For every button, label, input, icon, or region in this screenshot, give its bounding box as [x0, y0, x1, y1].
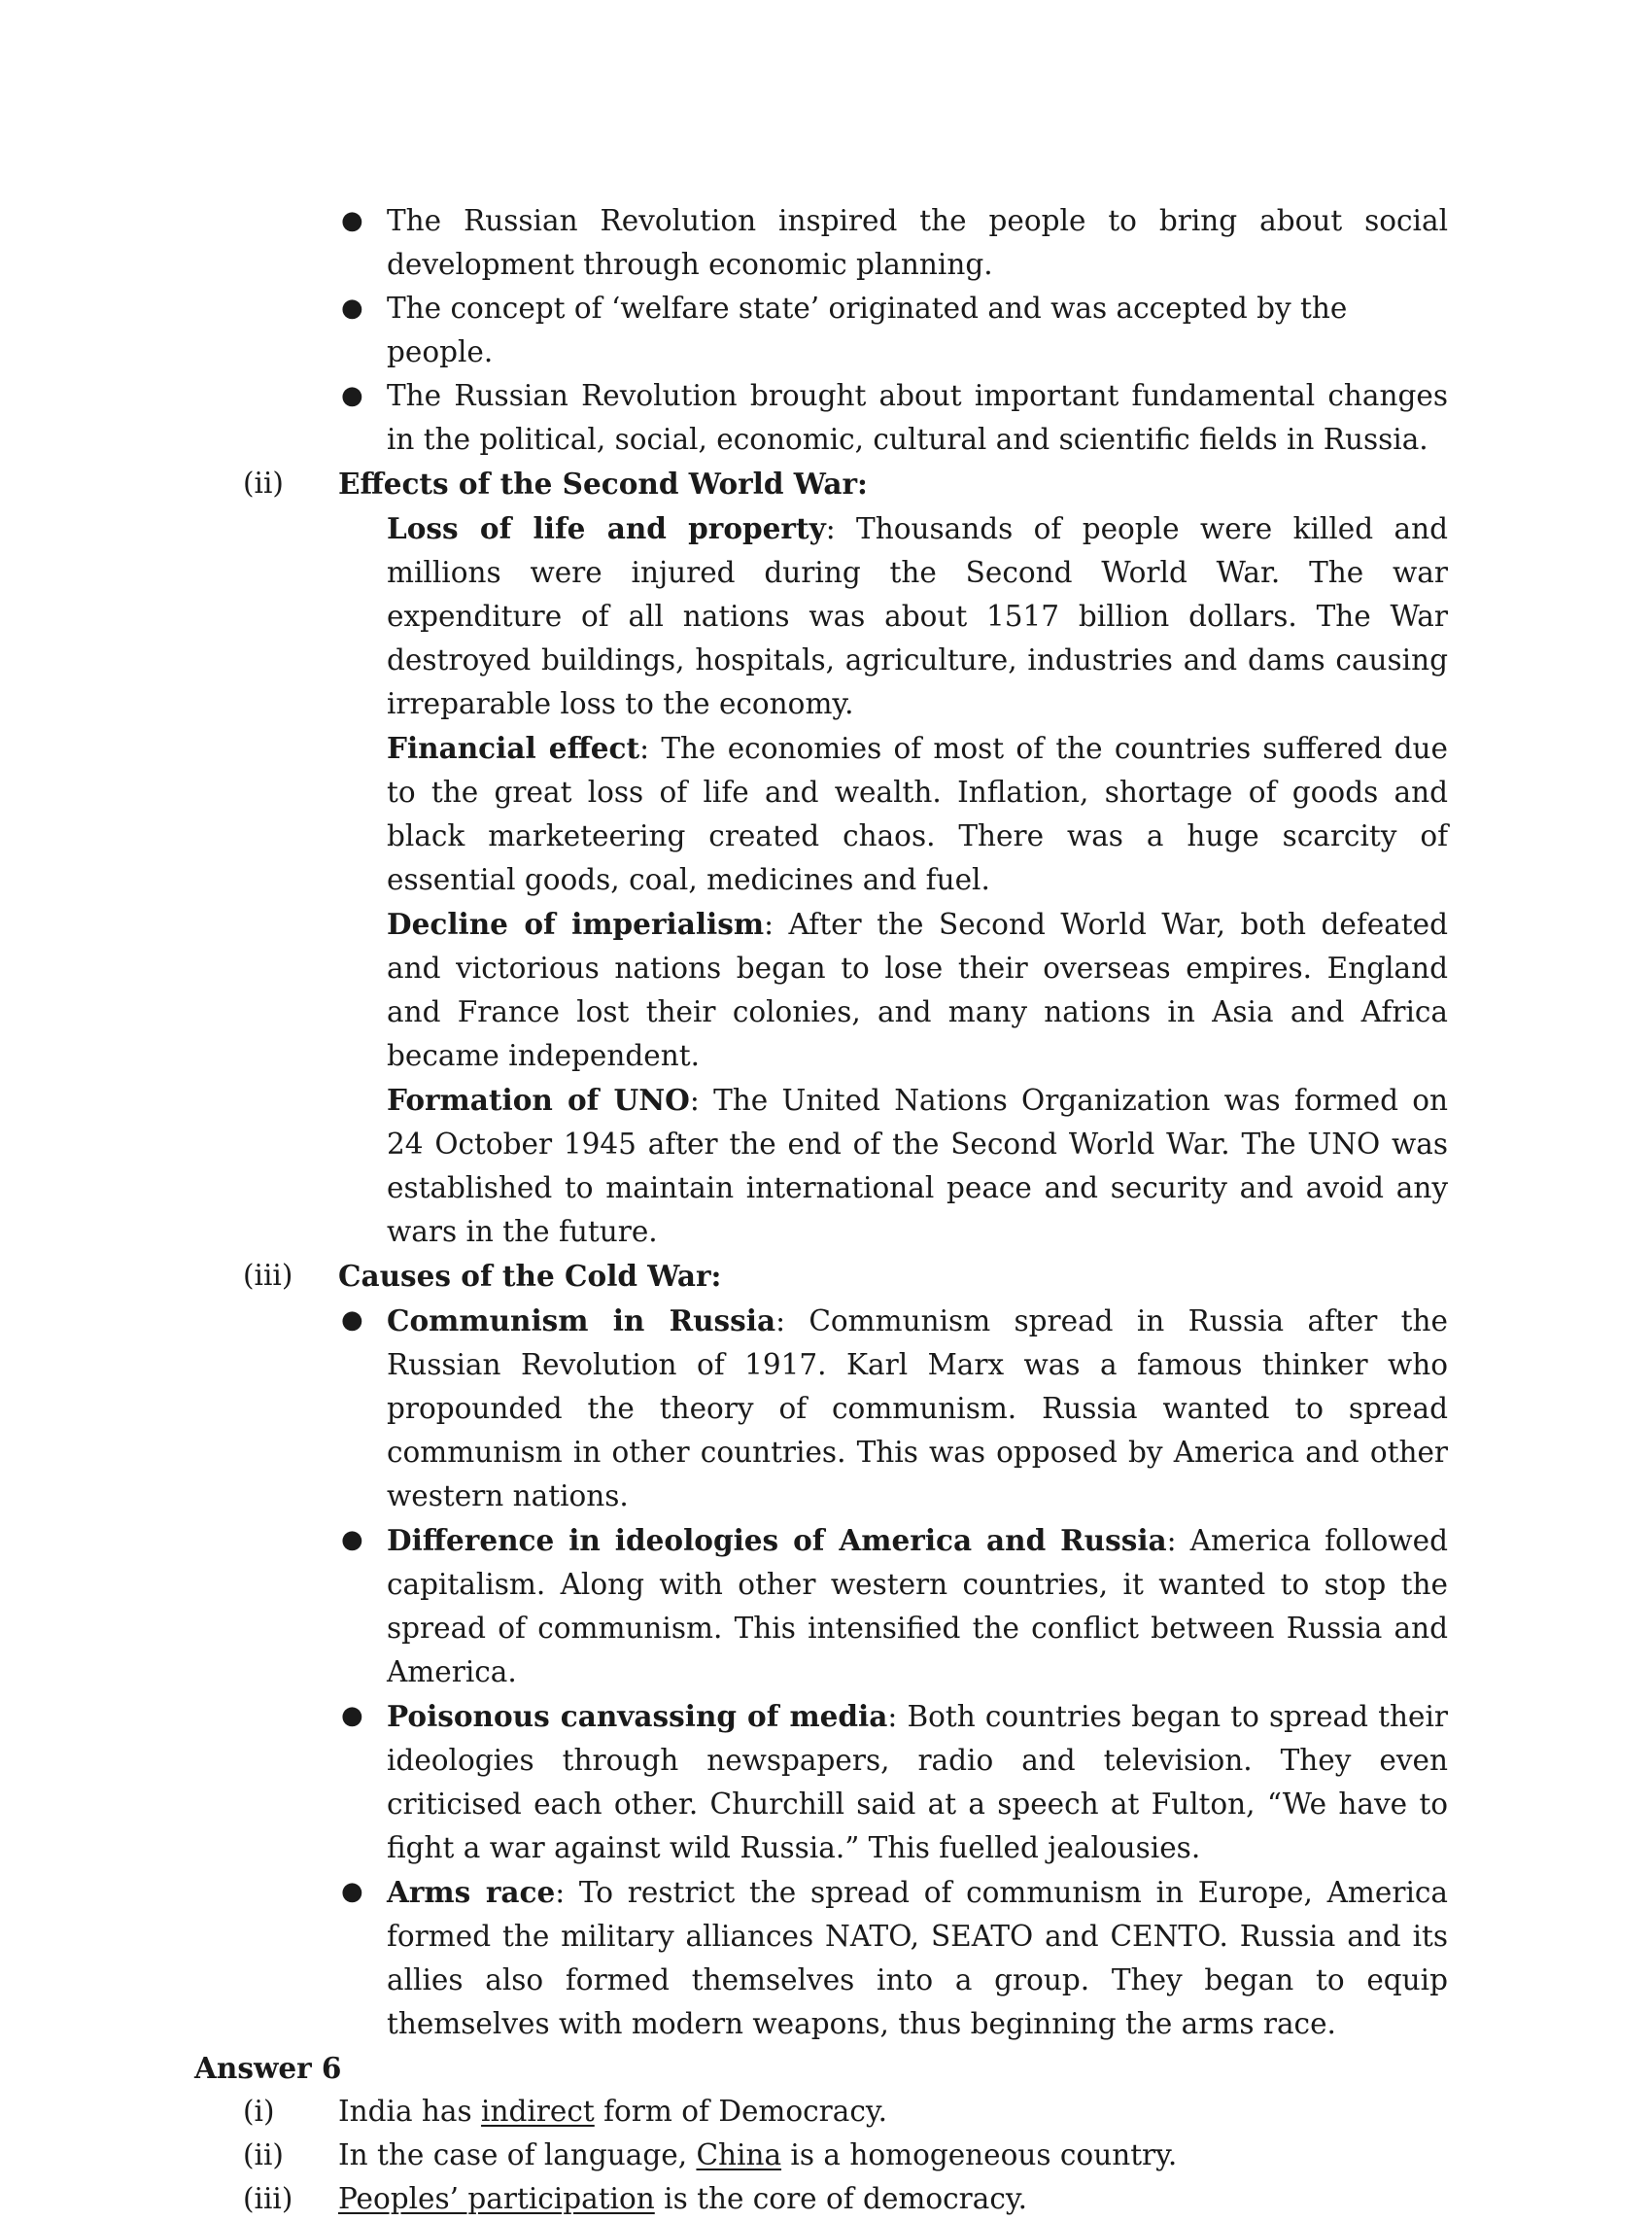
- list-item: [341, 199, 1448, 287]
- paragraph-text: : Thousands of people were killed and millions were injured during the Second World War. The war expenditure of all nations was about 1517 billion dollars. The War destroyed buildings, hospitals, agriculture, industries and dams causing irreparable loss to the economy.: [387, 512, 1448, 720]
- section-title: Causes of the Cold War:: [338, 1259, 722, 1293]
- paragraph: [387, 506, 1448, 726]
- paragraph-term: Loss of life and property: [387, 511, 826, 545]
- answer-label: (i): [243, 2095, 275, 2128]
- section-heading: [243, 462, 1448, 506]
- paragraph-text: : After the Second World War, both defeated and victorious nations began to lose their overseas empires. England and France lost their colonies, and many nations in Asia and Africa became independent.: [387, 908, 1448, 1072]
- bullet-icon: ●: [341, 1877, 363, 1906]
- bullet-icon: ●: [341, 294, 363, 323]
- answer-text-before: In the case of language,: [338, 2138, 697, 2171]
- bullet-text: The Russian Revolution brought about important fundamental changes in the political, social, economic, cultural and scientific fields in Russia.: [387, 379, 1448, 456]
- answer-item: [243, 2177, 1448, 2221]
- list-item: [341, 1870, 1448, 2046]
- answer-item: [243, 2090, 1448, 2134]
- bullet-icon: ●: [341, 206, 363, 235]
- section-label: (iii): [243, 1259, 293, 1292]
- answer-underlined: indirect: [481, 2095, 595, 2128]
- list-item: [341, 1694, 1448, 1870]
- answer-text-after: form of Democracy.: [594, 2095, 888, 2128]
- bullet-text: : Both countries began to spread their ideologies through newspapers, radio and television. They even criticised each other. Churchill said at a speech at Fulton, “We have to fight a war against wild Russia.” This fuelled jealousies.: [387, 1700, 1448, 1864]
- answer-text-after: is the core of democracy.: [654, 2182, 1027, 2215]
- answer-text-before: India has: [338, 2095, 482, 2128]
- answer-heading: Answer 6: [194, 2051, 342, 2085]
- bullet-text: : America followed capitalism. Along with other western countries, it wanted to stop the spread of communism. This intensified the conflict between Russia and America.: [387, 1524, 1448, 1688]
- paragraph-term: Formation of UNO: [387, 1083, 690, 1117]
- section-heading: [243, 1254, 1448, 1299]
- bullet-text: The Russian Revolution inspired the people to bring about social development through economic planning.: [387, 204, 1448, 281]
- bullet-text: : Communism spread in Russia after the Russian Revolution of 1917. Karl Marx was a famous thinker who propounded the theory of communism. Russia wanted to spread communism in other countries. This was opposed by America and other western nations.: [387, 1304, 1448, 1512]
- answer-text-after: is a homogeneous country.: [781, 2138, 1178, 2171]
- answer-label: (iii): [243, 2182, 293, 2215]
- bullet-term: Poisonous canvassing of media: [387, 1699, 888, 1733]
- paragraph-text: : The economies of most of the countries suffered due to the great loss of life and wealth. Inflation, shortage of goods and black marketeering created chaos. There was a huge scarcity of essential goods, coal, medicines and fuel.: [387, 732, 1448, 896]
- paragraph-text: : The United Nations Organization was formed on 24 October 1945 after the end of the Second World War. The UNO was established to maintain international peace and security and avoid any wars in the future.: [387, 1084, 1449, 1248]
- bullet-icon: ●: [341, 1701, 363, 1730]
- paragraph-term: Financial effect: [387, 731, 640, 765]
- bullet-icon: ●: [341, 1525, 363, 1554]
- bullet-term: Arms race: [387, 1875, 556, 1909]
- section-title: Effects of the Second World War:: [338, 467, 868, 501]
- answer-label: (ii): [243, 2138, 284, 2171]
- list-item: [341, 287, 1448, 374]
- bullet-icon: ●: [341, 381, 363, 410]
- bullet-icon: ●: [341, 1305, 363, 1335]
- paragraph: [387, 726, 1448, 902]
- answer-underlined: China: [696, 2138, 782, 2171]
- answer-item: [243, 2134, 1448, 2177]
- bullet-term: Communism in Russia: [387, 1303, 776, 1337]
- bullet-text: : To restrict the spread of communism in Europe, America formed the military alliances NATO, SEATO and CENTO. Russia and its allies also formed themselves into a group. They began to equip themselves with modern weapons, thus beginning the arms race.: [387, 1876, 1448, 2040]
- answer-underlined: Peoples’ participation: [338, 2182, 655, 2215]
- paragraph: [387, 902, 1448, 1078]
- paragraph: [387, 1078, 1448, 1254]
- bullet-text: The concept of ‘welfare state’ originated and was accepted by the people.: [387, 292, 1348, 368]
- bullet-term: Difference in ideologies of America and Russia: [387, 1523, 1167, 1557]
- list-item: [341, 1299, 1448, 1518]
- page-content: [0, 199, 1652, 2221]
- list-item: [341, 374, 1448, 462]
- list-item: [341, 1518, 1448, 1694]
- paragraph-term: Decline of imperialism: [387, 907, 765, 941]
- section-label: (ii): [243, 467, 284, 500]
